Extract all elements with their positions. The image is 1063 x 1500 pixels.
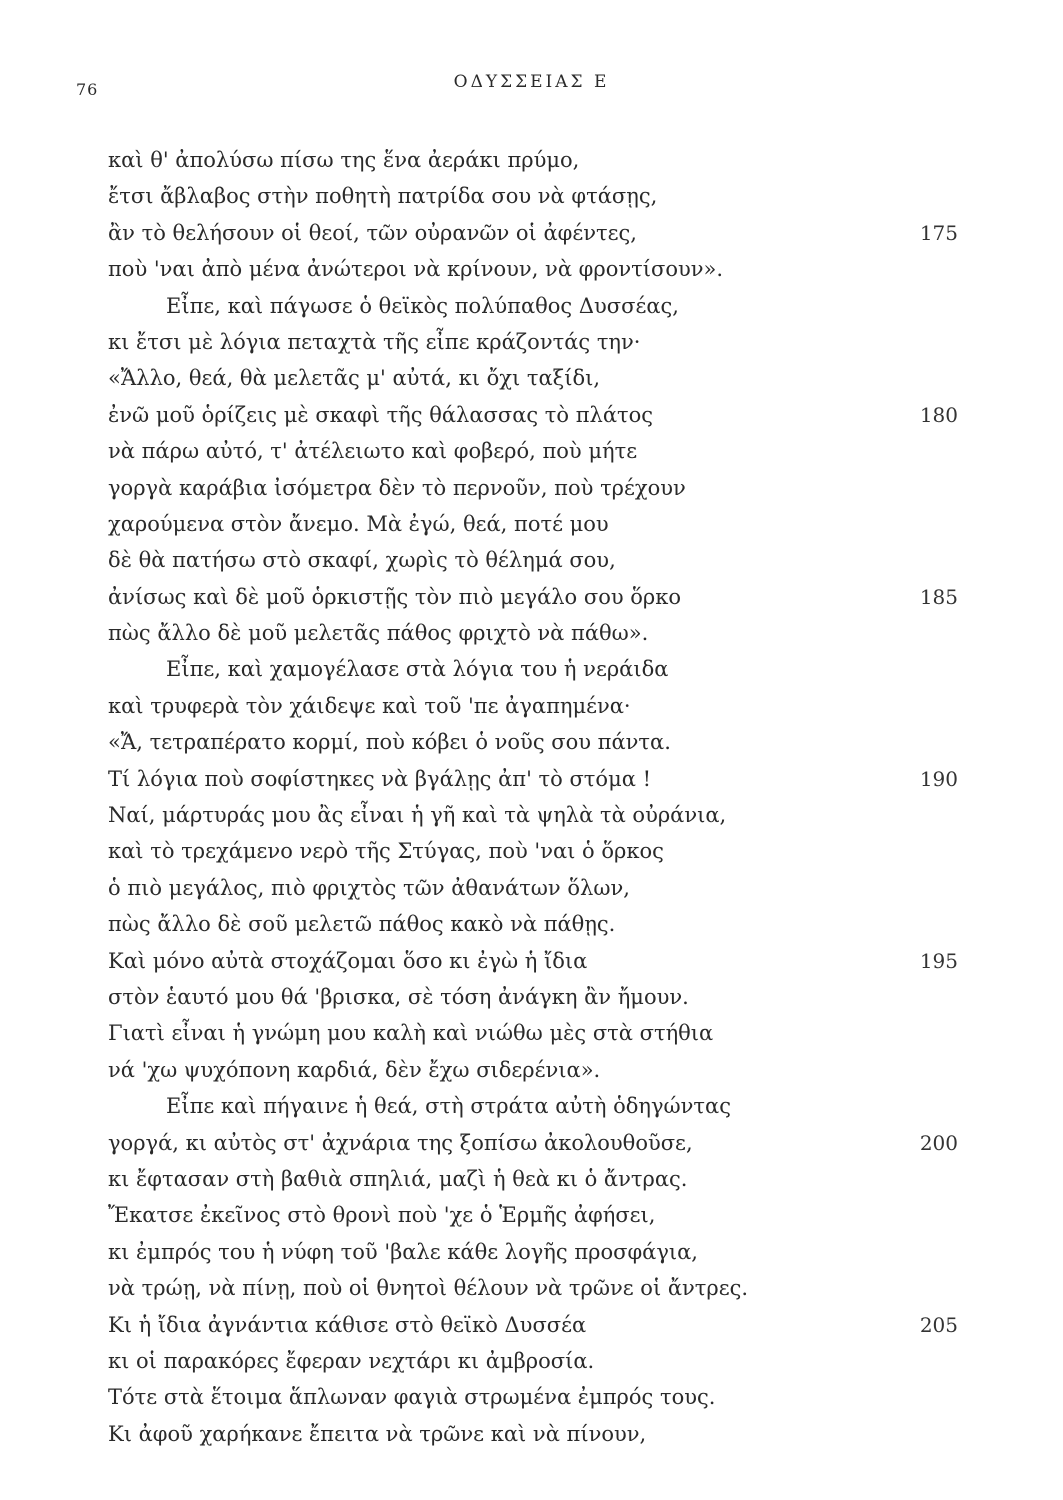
verse-line — [108, 1197, 958, 1233]
verse-line — [108, 1125, 958, 1161]
verse-block — [108, 142, 958, 1452]
verse-text: Εἶπε, καὶ χαμογέλασε στὰ λόγια του ἡ νεράιδα — [166, 657, 669, 682]
verse-text: καὶ θ' ἀπολύσω πίσω της ἕνα ἀεράκι πρύμο, — [108, 148, 580, 172]
verse-line — [108, 142, 958, 178]
verse-text: γοργά, κι αὐτὸς στ' ἀχνάρια της ξοπίσω ἀκολουθοῦσε, — [108, 1130, 693, 1155]
verse-line — [108, 579, 958, 615]
verse-text: πὼς ἄλλο δὲ μοῦ μελετᾶς πάθος φριχτὸ νὰ πάθω». — [108, 621, 649, 646]
verse-text: Γιατὶ εἶναι ἡ γνώμη μου καλὴ καὶ νιώθω μὲς στὰ στήθια — [108, 1021, 714, 1046]
verse-text: καὶ τρυφερὰ τὸν χάιδεψε καὶ τοῦ 'πε ἀγαπημένα· — [108, 693, 631, 718]
verse-text: γοργὰ καράβια ἰσόμετρα δὲν τὸ περνοῦν, ποὺ τρέχουν — [108, 475, 686, 500]
verse-text: νά 'χω ψυχόπονη καρδιά, δὲν ἔχω σιδερένια». — [108, 1057, 601, 1082]
verse-text: Εἶπε καὶ πήγαινε ἡ θεά, στὴ στράτα αὐτὴ ὁδηγώντας — [166, 1094, 731, 1119]
verse-text: πὼς ἄλλο δὲ σοῦ μελετῶ πάθος κακὸ νὰ πάθῃς. — [108, 912, 616, 937]
verse-line — [108, 506, 958, 542]
verse-line — [108, 324, 958, 360]
verse-line — [108, 1052, 958, 1088]
line-number: 185 — [919, 584, 958, 609]
verse-text: νὰ πάρω αὐτό, τ' ἀτέλειωτο καὶ φοβερό, ποὺ μήτε — [108, 439, 638, 464]
verse-text: Κι ἀφοῦ χαρήκανε ἔπειτα νὰ τρῶνε καὶ νὰ πίνουν, — [108, 1421, 647, 1446]
verse-line — [108, 360, 958, 396]
verse-line — [108, 433, 958, 469]
verse-line — [108, 542, 958, 578]
verse-line — [108, 906, 958, 942]
verse-text: ποὺ 'ναι ἀπὸ μένα ἀνώτεροι νὰ κρίνουν, νὰ φροντίσουν». — [108, 257, 724, 282]
verse-line — [108, 615, 958, 651]
verse-line — [108, 1234, 958, 1270]
verse-text: Ἔκατσε ἐκεῖνος στὸ θρονὶ ποὺ 'χε ὁ Ἑρμῆς ἀφήσει, — [108, 1203, 656, 1228]
verse-text: κι ἐμπρός του ἡ νύφη τοῦ 'βαλε κάθε λογῆς προσφάγια, — [108, 1239, 698, 1264]
verse-line — [108, 724, 958, 760]
verse-line — [108, 979, 958, 1015]
verse-line — [108, 651, 958, 687]
line-number: 205 — [919, 1312, 958, 1337]
verse-line — [108, 761, 958, 797]
verse-text: νὰ τρώῃ, νὰ πίνῃ, ποὺ οἱ θνητοὶ θέλουν νὰ τρῶνε οἱ ἄντρες. — [108, 1276, 749, 1301]
verse-line — [108, 943, 958, 979]
verse-line — [108, 1088, 958, 1124]
verse-text: κι ἔτσι μὲ λόγια πεταχτὰ τῆς εἶπε κράζοντάς την· — [108, 329, 641, 354]
verse-line — [108, 688, 958, 724]
verse-text: ὁ πιὸ μεγάλος, πιὸ φριχτὸς τῶν ἀθανάτων ὅλων, — [108, 875, 630, 900]
verse-line — [108, 1015, 958, 1051]
verse-text: δὲ θὰ πατήσω στὸ σκαφί, χωρὶς τὸ θέλημά σου, — [108, 548, 616, 573]
verse-line — [108, 288, 958, 324]
verse-text: ἀνίσως καὶ δὲ μοῦ ὁρκιστῇς τὸν πιὸ μεγάλο σου ὅρκο — [108, 584, 682, 609]
verse-text: στὸν ἑαυτό μου θά 'βρισκα, σὲ τόση ἀνάγκη ἂν ἤμουν. — [108, 984, 689, 1009]
line-number: 200 — [919, 1130, 958, 1155]
verse-text: ἔτσι ἄβλαβος στὴν ποθητὴ πατρίδα σου νὰ φτάσῃς, — [108, 184, 658, 209]
line-number: 190 — [919, 766, 958, 791]
verse-text: Εἶπε, καὶ πάγωσε ὁ θεϊκὸς πολύπαθος Δυσσέας, — [166, 293, 679, 318]
verse-text: «Ἄλλο, θεά, θὰ μελετᾶς μ' αὐτά, κι ὄχι ταξίδι, — [108, 366, 601, 391]
verse-line — [108, 178, 958, 214]
verse-text: «Ἄ, τετραπέρατο κορμί, ποὺ κόβει ὁ νοῦς σου πάντα. — [108, 730, 671, 755]
verse-line — [108, 215, 958, 251]
verse-line — [108, 1307, 958, 1343]
verse-line — [108, 470, 958, 506]
line-number: 180 — [919, 402, 958, 427]
verse-line — [108, 397, 958, 433]
page-number: 76 — [76, 80, 99, 99]
verse-text: Καὶ μόνο αὐτὰ στοχάζομαι ὅσο κι ἐγὼ ἡ ἴδια — [108, 948, 588, 973]
verse-text: χαρούμενα στὸν ἄνεμο. Μὰ ἐγώ, θεά, ποτέ μου — [108, 511, 609, 536]
verse-text: Κι ἡ ἴδια ἀγνάντια κάθισε στὸ θεϊκὸ Δυσσέα — [108, 1312, 587, 1337]
verse-text: ἂν τὸ θελήσουν οἱ θεοί, τῶν οὐρανῶν οἱ ἀφέντες, — [108, 220, 637, 245]
running-head: ΟΔΥΣΣΕΙΑΣ Ε — [453, 72, 610, 92]
verse-text: Τί λόγια ποὺ σοφίστηκες νὰ βγάλῃς ἀπ' τὸ στόμα ! — [108, 766, 652, 791]
verse-text: καὶ τὸ τρεχάμενο νερὸ τῆς Στύγας, ποὺ 'ναι ὁ ὅρκος — [108, 839, 664, 864]
verse-line — [108, 1270, 958, 1306]
verse-text: Τότε στὰ ἕτοιμα ἅπλωναν φαγιὰ στρωμένα ἐμπρός τους. — [108, 1385, 716, 1410]
verse-text: κι ἔφτασαν στὴ βαθιὰ σπηλιά, μαζὶ ἡ θεὰ κι ὁ ἄντρας. — [108, 1166, 688, 1191]
verse-line — [108, 833, 958, 869]
verse-line — [108, 1343, 958, 1379]
line-number: 195 — [919, 948, 958, 973]
verse-line — [108, 1161, 958, 1197]
verse-line — [108, 870, 958, 906]
verse-line — [108, 251, 958, 287]
verse-line — [108, 797, 958, 833]
verse-text: ἐνῶ μοῦ ὁρίζεις μὲ σκαφὶ τῆς θάλασσας τὸ πλάτος — [108, 402, 654, 427]
verse-text: Ναί, μάρτυράς μου ἂς εἶναι ἡ γῆ καὶ τὰ ψηλὰ τὰ οὐράνια, — [108, 803, 727, 828]
verse-text: κι οἱ παρακόρες ἔφεραν νεχτάρι κι ἀμβροσία. — [108, 1348, 595, 1373]
verse-line — [108, 1416, 958, 1452]
line-number: 175 — [919, 220, 958, 245]
verse-line — [108, 1379, 958, 1415]
